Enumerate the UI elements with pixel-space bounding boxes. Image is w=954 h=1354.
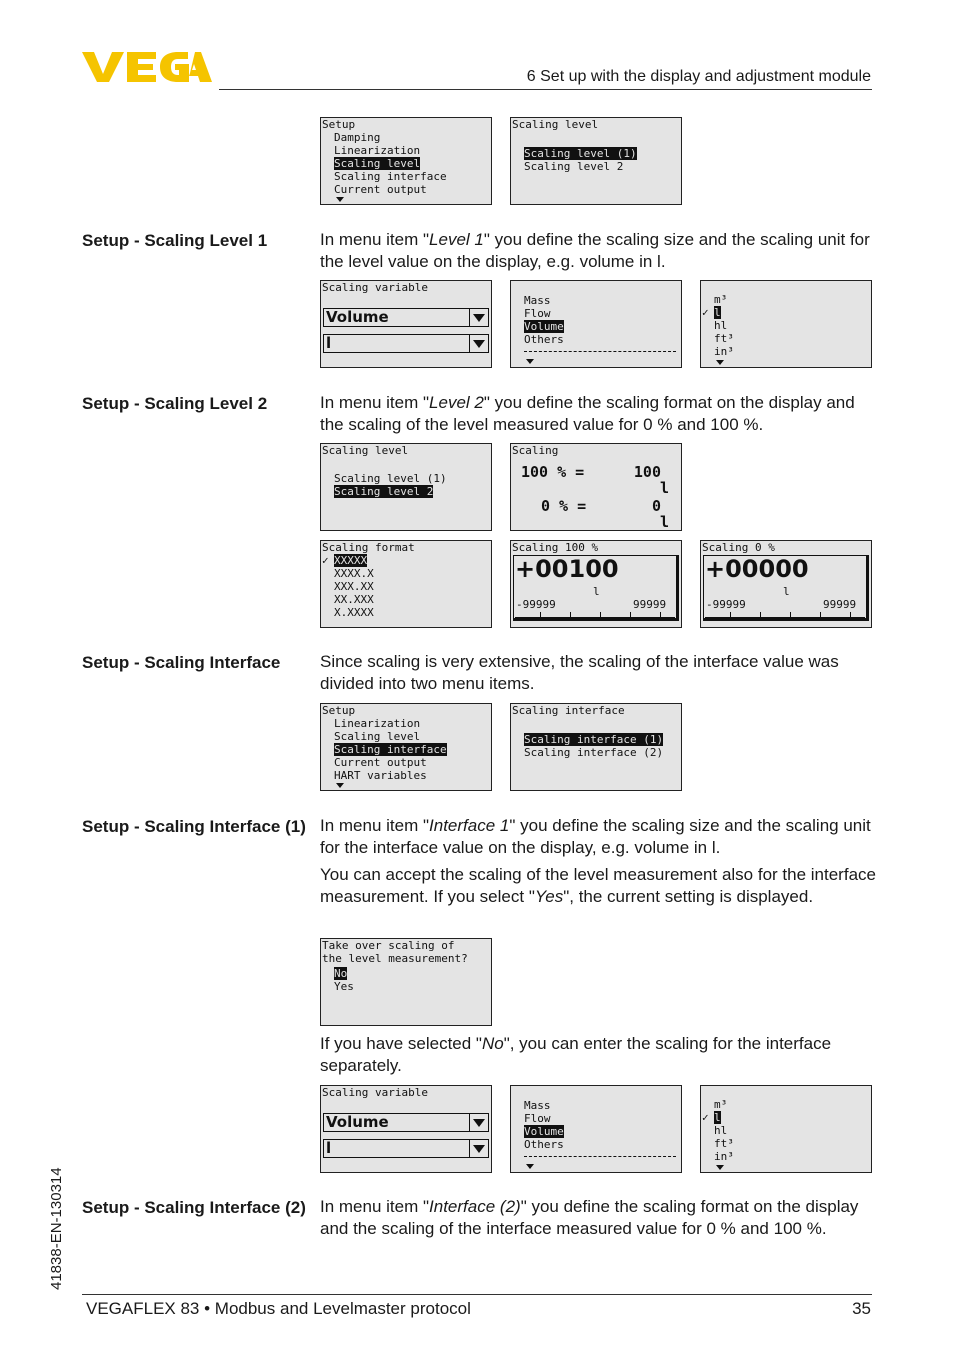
scroll-down-icon bbox=[526, 1164, 534, 1169]
vega-logo bbox=[82, 48, 212, 86]
scroll-down-icon bbox=[526, 359, 534, 364]
lcd-item: Linearization bbox=[334, 717, 421, 730]
lcd-item: m³ bbox=[714, 293, 728, 306]
lcd-item: Yes bbox=[334, 980, 354, 993]
section-title: Setup - Scaling Interface (1) bbox=[82, 817, 306, 836]
lcd-item-selected: Scaling interface (1) bbox=[524, 733, 664, 746]
range-scale bbox=[705, 611, 865, 618]
lcd-item: Others bbox=[524, 333, 564, 346]
lcd-question: the level measurement? bbox=[322, 952, 468, 965]
scaling-0-unit: l bbox=[659, 513, 669, 531]
lcd-title: Scaling 0 % bbox=[702, 541, 775, 554]
lcd-item: in³ bbox=[714, 345, 734, 358]
document-code: 41838-EN-130314 bbox=[48, 1167, 65, 1290]
lcd-title: Scaling variable bbox=[322, 1086, 428, 1099]
product-name: VEGAFLEX 83 • Modbus and Levelmaster protocol bbox=[86, 1299, 471, 1318]
lcd-item: XX.XXX bbox=[334, 593, 374, 606]
scaling-unit: l bbox=[783, 585, 790, 598]
lcd-item-selected: Scaling level (1) bbox=[524, 147, 637, 160]
lcd-item: XXXX.X bbox=[334, 567, 374, 580]
section-text: In menu item "Interface (2)" you define the scaling format on the display and the scaling of the interface measured value for 0 % and 100 %. bbox=[320, 1197, 859, 1238]
variable-dropdown bbox=[323, 1113, 489, 1132]
scaling-0-value: 0 bbox=[651, 497, 661, 515]
lcd-item: m³ bbox=[714, 1098, 728, 1111]
section-text: In menu item "Level 2" you define the scaling format on the display and the scaling of the level measured value for 0 % and 100 %. bbox=[320, 393, 855, 434]
lcd-item-selected: Volume bbox=[524, 320, 564, 333]
lcd-item: hl bbox=[714, 1124, 728, 1137]
lcd-title: Scaling bbox=[512, 444, 559, 457]
chevron-down-icon bbox=[469, 1140, 488, 1157]
range-min: -99999 bbox=[706, 598, 746, 611]
lcd-item: ft³ bbox=[714, 332, 734, 345]
section-text: In menu item "Level 1" you define the scaling size and the scaling unit for the level value on the display, e.g. volume in l. bbox=[320, 230, 870, 271]
check-icon: ✓ bbox=[702, 1111, 709, 1124]
section-text: In menu item "Interface 1" you define the scaling size and the scaling unit for the interface value on the display, e.g. volume in l. bbox=[320, 816, 871, 857]
range-min: -99999 bbox=[516, 598, 556, 611]
lcd-scaling-variable bbox=[320, 280, 492, 368]
lcd-item-selected: l bbox=[714, 1111, 721, 1124]
lcd-item-selected: XXXXX bbox=[334, 554, 368, 567]
lcd-title: Setup bbox=[322, 118, 356, 131]
chevron-down-icon bbox=[469, 309, 488, 326]
lcd-item: Scaling interface bbox=[334, 170, 447, 183]
section-title: Setup - Scaling Level 1 bbox=[82, 231, 268, 250]
lcd-scaling-format bbox=[320, 540, 492, 628]
lcd-variable-list-2 bbox=[510, 1085, 682, 1173]
lcd-item-selected: l bbox=[714, 306, 721, 319]
variable-dropdown bbox=[323, 308, 489, 327]
lcd-item: in³ bbox=[714, 1150, 734, 1163]
lcd-unit-list-2 bbox=[700, 1085, 872, 1173]
unit-dropdown bbox=[323, 334, 489, 353]
check-icon: ✓ bbox=[702, 306, 709, 319]
lcd-setup-menu-2 bbox=[320, 703, 492, 791]
range-max: 99999 bbox=[823, 598, 857, 611]
lcd-item: hl bbox=[714, 319, 728, 332]
section-text: You can accept the scaling of the level measurement also for the interface measurement. If you select "Yes", the current setting is displayed. bbox=[320, 865, 876, 906]
lcd-item: Scaling level (1) bbox=[334, 472, 447, 485]
lcd-item: Current output bbox=[334, 183, 427, 196]
lcd-title: Setup bbox=[322, 704, 356, 717]
lcd-item-selected: Scaling interface bbox=[334, 743, 447, 756]
lcd-item: Scaling level 2 bbox=[524, 160, 624, 173]
lcd-scaling-100 bbox=[510, 540, 682, 628]
page-number: 35 bbox=[852, 1299, 871, 1318]
lcd-title: Scaling 100 % bbox=[512, 541, 599, 554]
lcd-unit-list bbox=[700, 280, 872, 368]
lcd-item: HART variables bbox=[334, 769, 427, 782]
lcd-item: Mass bbox=[524, 1099, 551, 1112]
range-max: 99999 bbox=[633, 598, 667, 611]
lcd-item: XXX.XX bbox=[334, 580, 374, 593]
lcd-item: Flow bbox=[524, 307, 551, 320]
lcd-item-selected: Scaling level bbox=[334, 157, 421, 170]
lcd-title: Scaling format bbox=[322, 541, 415, 554]
lcd-item-selected: No bbox=[334, 967, 348, 980]
scroll-down-icon bbox=[716, 1165, 724, 1170]
dropdown-value: l bbox=[326, 334, 332, 352]
lcd-item: Scaling level bbox=[334, 730, 421, 743]
scroll-down-icon bbox=[336, 197, 344, 202]
lcd-scaling-variable-2 bbox=[320, 1085, 492, 1173]
dropdown-value: Volume bbox=[326, 1113, 389, 1131]
lcd-title: Scaling variable bbox=[322, 281, 428, 294]
lcd-item: Flow bbox=[524, 1112, 551, 1125]
section-text: If you have selected "No", you can enter the scaling for the interface separately. bbox=[320, 1034, 832, 1075]
lcd-scaling-level-2 bbox=[320, 443, 492, 531]
lcd-item: Scaling interface (2) bbox=[524, 746, 664, 759]
lcd-title: Scaling level bbox=[322, 444, 409, 457]
section-title: Setup - Scaling Interface bbox=[82, 653, 281, 672]
lcd-item: Others bbox=[524, 1138, 564, 1151]
chapter-title: 6 Set up with the display and adjustment module bbox=[526, 68, 871, 85]
separator bbox=[524, 351, 676, 352]
scaling-100-unit: l bbox=[659, 479, 669, 497]
lcd-item: Linearization bbox=[334, 144, 421, 157]
scaling-value: +00100 bbox=[515, 555, 619, 583]
lcd-take-over-scaling bbox=[320, 938, 492, 1026]
lcd-scaling-0 bbox=[700, 540, 872, 628]
section-text: Since scaling is very extensive, the scaling of the interface value was divided into two menu items. bbox=[320, 652, 839, 693]
chevron-down-icon bbox=[469, 335, 488, 352]
lcd-scaling-interface bbox=[510, 703, 682, 791]
lcd-scaling-level bbox=[510, 117, 682, 205]
header-rule bbox=[219, 89, 872, 90]
scaling-0-percent: 0 % = bbox=[541, 497, 587, 515]
range-scale bbox=[515, 611, 675, 618]
lcd-item: Current output bbox=[334, 756, 427, 769]
lcd-item-selected: Volume bbox=[524, 1125, 564, 1138]
lcd-question: Take over scaling of bbox=[322, 939, 455, 952]
scaling-100-value: 100 bbox=[633, 463, 661, 481]
lcd-item-selected: Scaling level 2 bbox=[334, 485, 434, 498]
dropdown-value: Volume bbox=[326, 308, 389, 326]
lcd-title: Scaling level bbox=[512, 118, 599, 131]
chevron-down-icon bbox=[469, 1114, 488, 1131]
scaling-100-percent: 100 % = bbox=[521, 463, 585, 481]
dropdown-value: l bbox=[326, 1139, 332, 1157]
lcd-variable-list bbox=[510, 280, 682, 368]
lcd-item: Mass bbox=[524, 294, 551, 307]
unit-dropdown bbox=[323, 1139, 489, 1158]
scaling-value: +00000 bbox=[705, 555, 809, 583]
scaling-unit: l bbox=[593, 585, 600, 598]
scroll-down-icon bbox=[336, 783, 344, 788]
lcd-item: Damping bbox=[334, 131, 381, 144]
lcd-setup-menu bbox=[320, 117, 492, 205]
lcd-item: X.XXXX bbox=[334, 606, 374, 619]
footer-rule bbox=[82, 1294, 872, 1295]
check-icon: ✓ bbox=[322, 554, 329, 567]
section-title: Setup - Scaling Interface (2) bbox=[82, 1198, 306, 1217]
scroll-down-icon bbox=[716, 360, 724, 365]
lcd-item: ft³ bbox=[714, 1137, 734, 1150]
lcd-scaling bbox=[510, 443, 682, 531]
section-title: Setup - Scaling Level 2 bbox=[82, 394, 268, 413]
separator bbox=[524, 1156, 676, 1157]
lcd-title: Scaling interface bbox=[512, 704, 625, 717]
